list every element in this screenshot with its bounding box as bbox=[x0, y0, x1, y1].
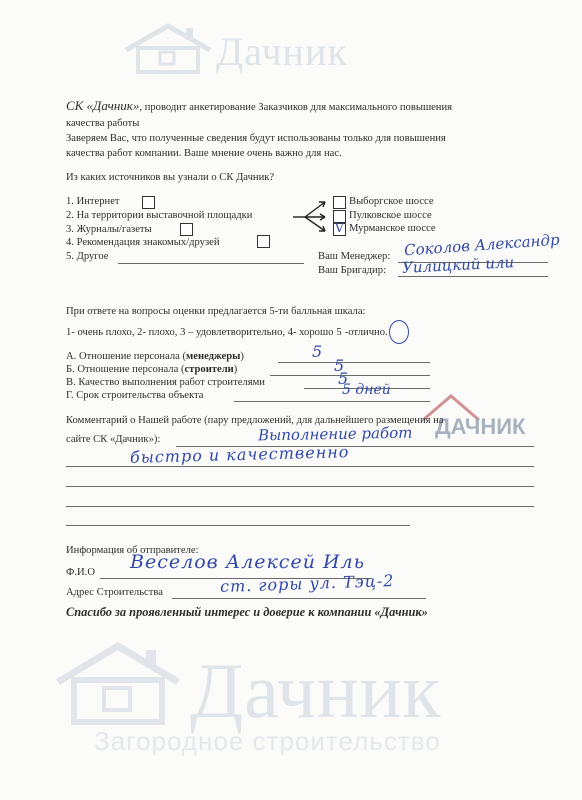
venue-arrows-icon bbox=[291, 197, 331, 237]
rating-g-line bbox=[234, 401, 430, 402]
venue-pulkovskoe: Пулковское шоссе bbox=[349, 210, 432, 221]
closing-thanks: Спасибо за проявленный интерес и доверие к компании «Дачник» bbox=[66, 605, 428, 619]
venue-check-mark: V bbox=[335, 221, 344, 235]
recommendation-checkbox[interactable] bbox=[257, 235, 270, 248]
company-name: СК «Дачник» bbox=[66, 98, 140, 113]
house-logo-icon bbox=[50, 640, 185, 725]
house-logo-icon bbox=[120, 22, 215, 74]
rating-intro: При ответе на вопросы оценки предлагается 5-ти балльная шкала: bbox=[66, 306, 366, 317]
brigadier-label: Ваш Бригадир: bbox=[318, 265, 386, 276]
intro-line-1: СК «Дачник», проводит анкетирование Заказчиков для максимального повышения bbox=[66, 98, 453, 113]
fio-value[interactable]: Веселов Алексей Иль bbox=[130, 551, 365, 573]
rating-scale: 1- очень плохо, 2- плохо, 3 – удовлетворительно, 4- хорошо 5 -отлично. bbox=[66, 327, 388, 338]
source-option-internet: 1. Интернет bbox=[66, 196, 120, 207]
manager-value[interactable]: Соколов Александр bbox=[403, 230, 561, 260]
intro-line-4: качества работ компании. Ваше мнение очень важно для нас. bbox=[66, 148, 342, 159]
top-watermark-text: Дачник bbox=[216, 29, 348, 74]
sender-title: Информация об отправителе: bbox=[66, 545, 199, 556]
rating-b-answer[interactable]: 5 bbox=[334, 356, 345, 375]
rating-item-a: А. Отношение персонала (менеджеры) bbox=[66, 351, 244, 362]
other-answer-line[interactable] bbox=[118, 263, 304, 264]
brigadier-line bbox=[398, 276, 548, 277]
comment-prompt-1: Комментарий о Нашей работе (пару предложений, для дальнейшего размещения на bbox=[66, 415, 444, 426]
manager-label: Ваш Менеджер: bbox=[318, 251, 391, 262]
bottom-watermark-text: Дачник bbox=[190, 647, 442, 734]
murmanskoe-checkbox[interactable] bbox=[333, 223, 346, 236]
address-label: Адрес Строительства bbox=[66, 587, 163, 598]
vyborgskoe-checkbox[interactable] bbox=[333, 196, 346, 209]
rating-v-answer[interactable]: 5 bbox=[338, 369, 349, 388]
rating-item-v: В. Качество выполнения работ строителями bbox=[66, 377, 265, 388]
source-option-exhibition: 2. На территории выставочной площадки bbox=[66, 210, 253, 221]
comment-line-5[interactable] bbox=[66, 525, 410, 526]
rating-a-line bbox=[278, 362, 430, 363]
scale-circle-mark bbox=[389, 320, 409, 344]
top-watermark bbox=[120, 22, 420, 82]
rating-item-g: Г. Срок строительства объекта bbox=[66, 390, 204, 401]
comment-prompt-2: сайте СК «Дачник»): bbox=[66, 434, 161, 445]
brigadier-value[interactable]: Уилицкий или bbox=[401, 253, 515, 277]
side-watermark-text: ДАЧНИК bbox=[435, 414, 526, 439]
venue-murmanskoe: Мурманское шоссе bbox=[349, 223, 436, 234]
rating-b-line bbox=[270, 375, 430, 376]
rating-g-answer[interactable]: 5 дней bbox=[342, 382, 391, 398]
fio-label: Ф.И.О bbox=[66, 567, 95, 578]
source-option-other: 5. Другое bbox=[66, 251, 109, 262]
address-value[interactable]: ст. горы ул. Тэц-2 bbox=[219, 570, 395, 597]
bottom-watermark bbox=[50, 640, 570, 780]
comment-answer-1[interactable]: Выполнение работ bbox=[257, 423, 413, 445]
scale-circled-five: 5 bbox=[336, 327, 342, 338]
intro-line-3: Заверяем Вас, что полученные сведения будут использованы только для повышения bbox=[66, 133, 446, 144]
rating-a-answer[interactable]: 5 bbox=[312, 342, 323, 361]
sources-question: Из каких источников вы узнали о СК Дачник? bbox=[66, 172, 275, 183]
source-option-magazines: 3. Журналы/газеты bbox=[66, 224, 152, 235]
comment-line-3[interactable] bbox=[66, 486, 534, 487]
internet-checkbox[interactable] bbox=[142, 196, 155, 209]
comment-answer-2[interactable]: быстро и качественно bbox=[129, 442, 350, 467]
venue-vyborgskoe: Выборгское шоссе bbox=[349, 196, 434, 207]
bottom-watermark-subtitle: Загородное строительство bbox=[94, 726, 441, 756]
magazines-checkbox[interactable] bbox=[180, 223, 193, 236]
source-option-recommendation: 4. Рекомендация знакомых/друзей bbox=[66, 237, 220, 248]
address-line bbox=[172, 598, 426, 599]
comment-line-4[interactable] bbox=[66, 506, 534, 507]
rating-item-b: Б. Отношение персонала (строители) bbox=[66, 364, 238, 375]
intro-line-2: качества работы bbox=[66, 118, 140, 129]
